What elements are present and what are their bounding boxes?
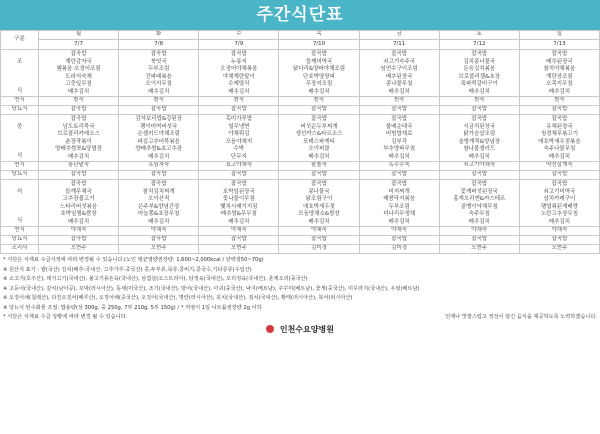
menu-item: 잡곡밥 (551, 51, 568, 57)
menu-item: 잡곡밥 (551, 116, 568, 122)
diabetic2-label: 당뇨식 (1, 171, 39, 180)
lunch-label-bottom: 식 (16, 153, 23, 159)
weekly-menu-table (0, 30, 600, 254)
snack3-cell: 야채죽 (39, 227, 119, 236)
menu-item: 배추김치 (308, 218, 330, 225)
dinner-day-cell (39, 180, 119, 227)
snack2-cell: 흑임자죽 (119, 162, 199, 171)
menu-item: 배추김치 (67, 153, 90, 160)
lunch-day-cell (279, 115, 359, 162)
snack1-cell: 흰죽 (279, 97, 359, 106)
menu-item: 돈육김치볶음 (463, 66, 496, 72)
footer-note: ※ 오징어채(칠레산), 다진오징어(페루산), 오징어채(중국산), 오징어(국내산), 명란(러시아산), 꽁치(국내산), 짐치(국내산), 황태(러시아산), 북어(러시아산) (3, 295, 353, 301)
menu-item: 청경채무볶고기 (540, 131, 579, 137)
menu-item: 팽이미역버섯국 (140, 123, 178, 130)
menu-item: 들깨무채국 (65, 188, 92, 195)
dinner-label-bottom: 식 (16, 218, 23, 224)
menu-item: 브로콜리카레소스 (57, 131, 100, 137)
snack1-cell: 흰죽 (359, 97, 439, 106)
menu-item: 폭파떡갈비구이 (460, 81, 498, 87)
date-header: 7/13 (519, 40, 599, 50)
snack2-cell: 팥풀죽 (279, 162, 359, 171)
menu-item: 모듬야채지 (225, 138, 253, 145)
menu-item: 잡곡밥 (150, 181, 167, 187)
cook-row (1, 245, 600, 254)
lunch-label-top: 중 (16, 123, 23, 130)
diabetic1-row (1, 106, 600, 115)
date-header: 7/8 (119, 40, 199, 50)
menu-item: 누룽지 (230, 58, 247, 65)
snack1-cell: 흰죽 (519, 97, 599, 106)
breakfast-day-cell (199, 50, 279, 97)
lunch-day-cell (519, 115, 599, 162)
menu-item: 애호박새우젓볶음 (538, 138, 581, 145)
menu-item: 콩나물무침 (385, 81, 413, 87)
snack2-cell: 쇠고기야채죽 (439, 162, 519, 171)
menu-item: 참치김치찌개 (142, 188, 175, 195)
menu-item: 배추된장국 (546, 58, 573, 65)
footer-notes (0, 254, 600, 336)
menu-item: 배추김치 (228, 218, 250, 225)
cook-cell: 오현주 (439, 245, 519, 254)
breakfast-day-cell (359, 50, 439, 97)
menu-item: 맺치시래기지짐 (220, 203, 258, 210)
lunch-label (1, 115, 39, 162)
day-header: 화 (119, 31, 199, 40)
menu-item: 쇠고기숙주국 (383, 58, 416, 65)
diabetic2-cell: 잡곡밥 (519, 171, 599, 180)
menu-item: 오징어야채볶음 (220, 66, 258, 72)
diabetic1-cell: 잡곡밥 (439, 106, 519, 115)
breakfast-label (1, 50, 39, 97)
menu-item: 잡곡밥 (391, 51, 408, 57)
snack2-cell: 표고야채죽 (199, 162, 279, 171)
menu-item: 애호박새우젓 (303, 203, 335, 210)
menu-item: 배추김치 (308, 153, 330, 160)
menu-item: 잡곡밥 (70, 51, 87, 57)
menu-item: 파김고추어묵볶음 (137, 138, 180, 145)
diabetic1-cell: 잡곡밥 (519, 106, 599, 115)
menu-item: 김치콩나물국 (463, 58, 496, 65)
snack3-row (1, 227, 600, 236)
menu-item: 삼치카레구이 (543, 196, 576, 202)
diabetic1-cell: 잡곡밥 (279, 106, 359, 115)
menu-item: 계란장조림 (546, 73, 573, 80)
diabetic2-cell: 잡곡밥 (119, 171, 199, 180)
menu-item: 잡곡밥 (150, 51, 167, 57)
snack2-cell: 약선살계죽 (519, 162, 599, 171)
cook-cell: 김미경 (359, 245, 439, 254)
menu-item: 고추장불고기 (62, 196, 95, 202)
diabetic3-cell: 잡곡밥 (199, 236, 279, 245)
menu-item: 북엇국 (150, 58, 167, 65)
menu-item: 닭가슴살조림 (463, 131, 496, 137)
menu-item: 배추김치 (548, 153, 571, 160)
menu-item: 오이피클 (308, 146, 330, 152)
menu-item: 닭다리&양파야채조림 (292, 66, 346, 72)
menu-item: 잡곡밥 (311, 116, 327, 122)
snack1-cell: 흰죽 (39, 97, 119, 106)
diabetic2-cell: 잡곡밥 (199, 171, 279, 180)
menu-item: 콩나물국 (308, 188, 330, 195)
dinner-row (1, 180, 600, 227)
date-header: 7/10 (279, 40, 359, 50)
menu-item: 부추양파무침 (383, 146, 416, 152)
date-header: 7/9 (199, 40, 279, 50)
menu-item: 호박잎찜&쌈장 (60, 211, 97, 217)
cook-cell: 김미경 (279, 245, 359, 254)
snack2-row (1, 162, 600, 171)
menu-item: 넘도토리묵국 (62, 123, 95, 130)
menu-item: 오목지무침 (546, 81, 573, 87)
lunch-day-cell (39, 115, 119, 162)
hospital-name: 인천수요양병원 (279, 324, 334, 334)
menu-item: 오이지무침 (145, 81, 172, 87)
menu-item: 손샐러드야채조림 (137, 131, 180, 137)
snack2-cell: 통단팥죽 (39, 162, 119, 171)
menu-item: 배추김치 (148, 218, 170, 225)
menu-item: 건파래볶음 (145, 73, 172, 80)
menu-item: 미나리무생채 (383, 211, 416, 217)
menu-item: 은주부&양념간장 (137, 203, 180, 210)
breakfast-day-cell (39, 50, 119, 97)
header-label: 구분 (1, 31, 39, 50)
menu-item: 배추김치 (468, 153, 490, 160)
menu-item: 베추된장국 (385, 73, 413, 80)
day-header: 수 (199, 31, 279, 40)
cook-label: 조리사 (1, 245, 39, 254)
day-header: 토 (439, 31, 519, 40)
day-header: 목 (279, 31, 359, 40)
cook-cell: 오현주 (199, 245, 279, 254)
menu-item: 잡곡밥 (70, 181, 87, 187)
snack1-cell: 흰죽 (119, 97, 199, 106)
lunch-day-cell (119, 115, 199, 162)
dinner-day-cell (519, 180, 599, 227)
cook-cell: 오현주 (519, 245, 599, 254)
menu-item: 배추김치 (468, 218, 490, 225)
menu-item: 수제멸치 (228, 81, 250, 87)
date-header: 7/11 (359, 40, 439, 50)
menu-item: 팽엽쥐된재배랑 (540, 203, 579, 210)
diabetic2-cell: 잡곡밥 (439, 171, 519, 180)
lunch-day-cell (359, 115, 439, 162)
menu-item: 흑미가루밥 (225, 116, 253, 122)
menu-item: 열무냉면 (228, 123, 250, 130)
menu-item: 잡곡밥 (230, 181, 247, 187)
menu-item: 배추김치 (67, 218, 90, 225)
hospital-logo-icon (266, 325, 274, 333)
breakfast-day-cell (119, 50, 199, 97)
menu-item: 수박 (233, 146, 245, 152)
date-header: 7/12 (439, 40, 519, 50)
bottom-note-row (3, 313, 597, 323)
menu-item: 닭조림구이 (305, 196, 333, 202)
menu-item: 참치야채볶음 (543, 66, 576, 72)
menu-item: 배추김치 (228, 88, 250, 95)
menu-item: 비빔밥재료 (385, 131, 413, 137)
menu-item: 버섯순두부찌개 (300, 123, 338, 130)
diabetic3-row (1, 236, 600, 245)
menu-item: 무장지조림 (305, 81, 333, 87)
dinner-day-cell (359, 180, 439, 227)
breakfast-day-cell (279, 50, 359, 97)
day-header: 일 (519, 31, 599, 40)
menu-item: 두부조림 (388, 203, 410, 210)
menu-item: 홍게오리엔&카스테르 (453, 196, 506, 202)
menu-item: 숙주나물무침 (543, 146, 576, 152)
diabetic3-cell: 잡곡밥 (439, 236, 519, 245)
menu-item: 시금치된장국 (463, 123, 496, 130)
breakfast-label-top: 조 (16, 58, 23, 65)
menu-item: 단호박양장피 (303, 73, 335, 80)
menu-item: 배추김치 (148, 88, 170, 95)
menu-item: 김부각 (391, 138, 408, 145)
snack3-cell: 야채죽 (279, 227, 359, 236)
menu-item: 단무지 (230, 153, 247, 160)
diabetic3-cell: 잡곡밥 (279, 236, 359, 245)
diabetic3-cell: 잡곡밥 (39, 236, 119, 245)
diabetic3-label: 당뇨식 (1, 236, 39, 245)
menu-item: 들깨미역국 (305, 58, 333, 65)
snack1-row (1, 97, 600, 106)
menu-item: 골뱅이야채무침 (460, 203, 498, 210)
snack3-cell: 야채죽 (519, 227, 599, 236)
page-title: 주간식단표 (0, 0, 600, 30)
header-date-row (1, 40, 600, 50)
snack1-cell: 흰죽 (439, 97, 519, 106)
dinner-label-top: 석 (16, 188, 23, 195)
dinner-label (1, 180, 39, 227)
snack3-cell: 야채죽 (199, 227, 279, 236)
breakfast-row (1, 50, 600, 97)
menu-item: 마늘쫑&초장무침 (137, 211, 180, 217)
menu-item: 배추김치 (388, 153, 410, 160)
hospital-brand (3, 325, 597, 335)
breakfast-day-cell (519, 50, 599, 97)
menu-item: 배추김치 (148, 153, 170, 160)
menu-item: 잡곡밥 (311, 51, 327, 57)
menu-item: 매콤닥지볶음 (383, 196, 416, 202)
footer-note: * 식단은 식재료 수급사정에 따라 변경될 수 있습니다.(노인 평균열량권장량: 1,600~2,000kcal / 단백질50~70g) (3, 257, 264, 263)
menu-item: 잡곡밥 (230, 51, 247, 57)
menu-item: 모듬양채소&쌈장 (298, 211, 340, 217)
menu-item: 브로콜리젤&초장 (458, 73, 501, 80)
bottom-note-left: * 식단은 식재료 수급 상황에 따라 변경 될 수 있습니다. (3, 314, 128, 320)
menu-item: 춘장작볶이 (65, 138, 92, 145)
footer-note: ※ 소고기(호주산), 돼지고기(국내산), 불고기용돈육(국내산), 삼겹살(오스트리아), 닭정육(국내산), 오리정육(국내산), 훈제오리(중국산) (3, 276, 308, 282)
menu-item: 숙주무침 (468, 211, 490, 217)
snack2-cell: 흑수수죽 (359, 162, 439, 171)
menu-item: 배추김치 (548, 218, 571, 225)
menu-item: 잡곡밥 (70, 116, 87, 122)
menu-item: 야채튀김 (228, 131, 250, 137)
menu-item: 호박잎된장국 (222, 188, 255, 195)
menu-item: 도라지숙채 (65, 73, 92, 80)
menu-item: 배추김치 (468, 88, 490, 95)
menu-item: 햄볶음·오징어조림 (56, 66, 101, 72)
menu-item: 올방개묵&양념장 (458, 138, 501, 145)
menu-item: 고춧잎무침 (65, 81, 92, 87)
menu-item: 꽃나물이무침 (222, 196, 255, 202)
bottom-note-right: 언제나 맛깔스럽고 정성이 담긴 음식을 제공하도록 노력하겠습니다. (445, 314, 597, 320)
menu-item: 양배추쌈&초고추장 (135, 146, 183, 152)
lunch-row (1, 115, 600, 162)
diabetic1-cell: 잡곡밥 (39, 106, 119, 115)
menu-item: 포테스파게티 (303, 138, 335, 145)
diabetic2-cell: 잡곡밥 (39, 171, 119, 180)
diabetic3-cell: 잡곡밥 (359, 236, 439, 245)
snack1-cell: 흰죽 (199, 97, 279, 106)
menu-item: 임연수구이조림 (380, 66, 418, 72)
diabetic2-row (1, 171, 600, 180)
menu-item: 쇠고기미역국 (543, 188, 576, 195)
snack1-label: 연식 (1, 97, 39, 106)
menu-item: 잡곡밥 (471, 51, 488, 57)
snack3-cell: 야채죽 (439, 227, 519, 236)
dinner-day-cell (439, 180, 519, 227)
diabetic1-label: 당뇨식 (1, 106, 39, 115)
menu-item: 잡곡밥 (311, 181, 327, 187)
dinner-day-cell (119, 180, 199, 227)
snack3-label: 연식 (1, 227, 39, 236)
footer-note: ※ 원산지 표기 : 쌀(국산) 김치(배추:국내산, 고추가루:중국산) 콩,두부류,묵류,콩비지,콩국수,기타콩류(수입산) (3, 266, 252, 273)
diabetic1-cell: 잡곡밥 (359, 106, 439, 115)
menu-item: 잡곡밥 (391, 116, 408, 122)
header-day-row (1, 31, 600, 40)
diabetic3-cell: 잡곡밥 (519, 236, 599, 245)
menu-item: 계란감자국 (65, 58, 92, 65)
dinner-day-cell (199, 180, 279, 227)
date-header: 7/7 (39, 40, 119, 50)
menu-item: 꽃게버섯된장국 (460, 188, 498, 195)
menu-item: 불배순대국 (385, 123, 413, 130)
diabetic2-cell: 잡곡밥 (279, 171, 359, 180)
menu-item: 배추쌈&무무침 (220, 211, 257, 217)
dinner-day-cell (279, 180, 359, 227)
diabetic1-cell: 잡곡밥 (119, 106, 199, 115)
diabetic1-cell: 잡곡밥 (199, 106, 279, 115)
breakfast-label-bottom: 식 (16, 88, 23, 94)
menu-item: 배추김치 (67, 88, 90, 95)
menu-item: 잡곡밥 (471, 181, 488, 187)
snack2-label: 연식 (1, 162, 39, 171)
lunch-day-cell (439, 115, 519, 162)
diabetic3-cell: 잡곡밥 (119, 236, 199, 245)
breakfast-day-cell (439, 50, 519, 97)
lunch-day-cell (199, 115, 279, 162)
menu-item: 배추김치 (548, 88, 571, 95)
menu-item: 잡곡밥 (471, 116, 488, 122)
menu-item: 비지찌개 (388, 188, 410, 195)
menu-item: 배추김치 (388, 88, 410, 95)
cook-cell: 오현주 (39, 245, 119, 254)
footer-note: ※ 고등어(국내산), 갈치(남아공), 꼬막(러시아산), 동태(미국산), 조기(국내산), 방어(국내산), 아귀(중국산), 낙지(베트남), 주꾸미(베트남), 꽃게(중국산), 미꾸라지(국내산), 우렁(베트남) (3, 285, 420, 292)
menu-item: 노란고추장무침 (540, 211, 579, 217)
menu-item: 양배추쌈쪼&당멸장 (55, 146, 102, 152)
menu-item: 야채계란말이 (222, 73, 255, 80)
day-header: 금 (359, 31, 439, 40)
menu-item: 감자보리밥&강된장 (135, 116, 183, 122)
menu-item: 잡곡밥 (391, 181, 408, 187)
menu-item: 두부조림 (148, 66, 170, 72)
menu-item: 잡곡밥 (551, 181, 568, 187)
day-header: 월 (39, 31, 119, 40)
menu-item: 참나물샐러드 (463, 146, 496, 152)
footer-note: ※ 당뇨식 탄수화물 조절: 밥용량(상 300g, 중 250g, 7부 210g, 5부 150g) / * 저염식 1일 나트륨권장량 2g 이하 (3, 304, 262, 311)
menu-item: 오이산적 (148, 196, 170, 202)
diabetic2-cell: 잡곡밥 (359, 171, 439, 180)
snack3-cell: 야채죽 (359, 227, 439, 236)
menu-item: 생선까스&타르소스 (295, 131, 343, 137)
snack3-cell: 야채죽 (119, 227, 199, 236)
menu-item: 배추김치 (388, 218, 410, 225)
menu-item: 유채된장국 (546, 123, 573, 130)
menu-item: 느타리버섯볶음 (59, 203, 98, 210)
menu-item: 배추김치 (308, 88, 330, 95)
cook-cell: 오현주 (119, 245, 199, 254)
